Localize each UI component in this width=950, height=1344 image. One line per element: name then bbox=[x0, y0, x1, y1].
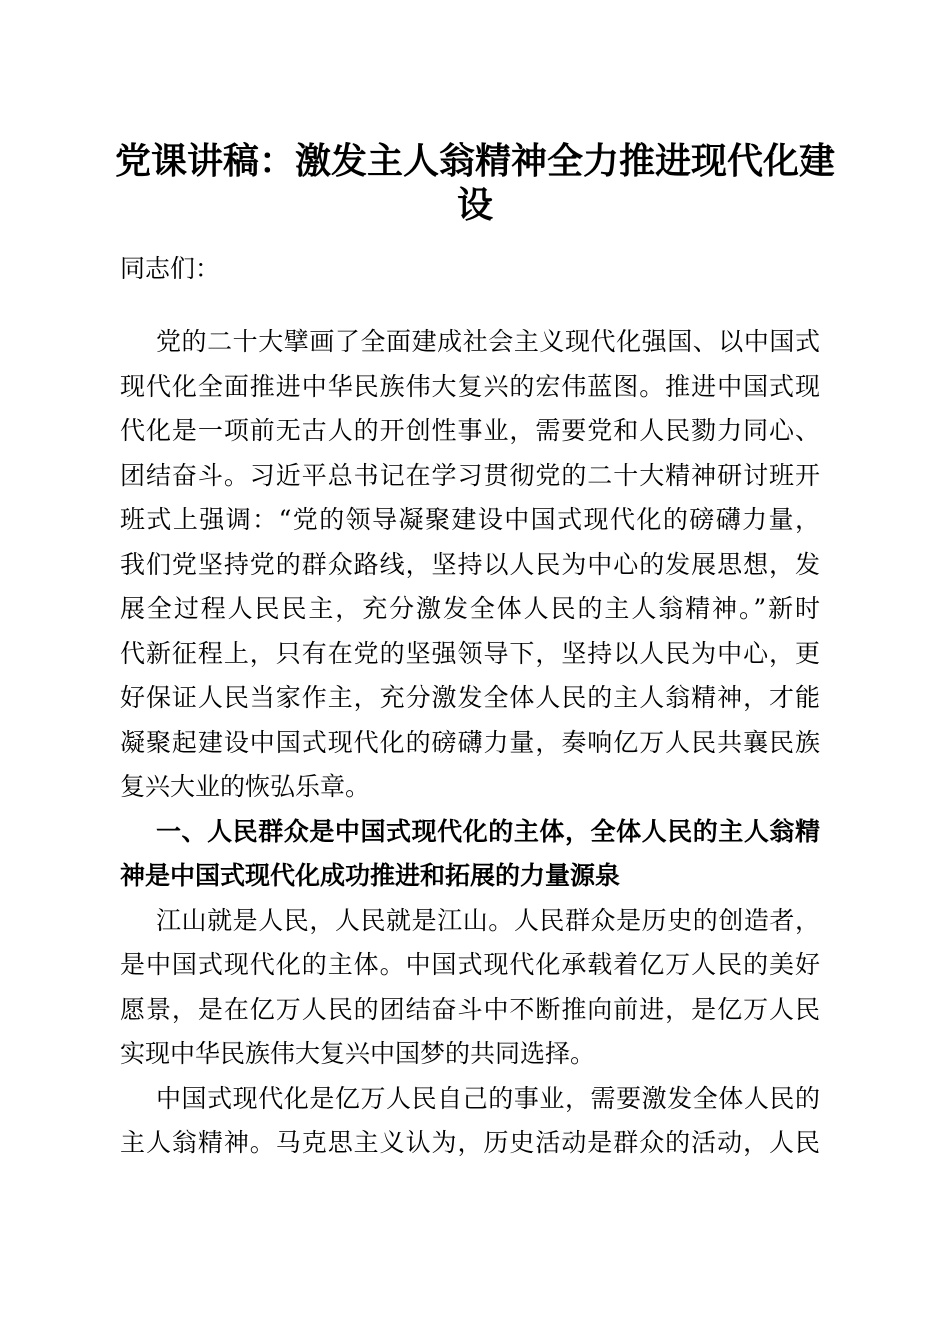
paragraph-line: 实现中华民族伟大复兴中国梦的共同选择。 bbox=[120, 1039, 596, 1068]
salutation: 同志们： bbox=[120, 254, 221, 283]
section-heading-line: 神是中国式现代化成功推进和拓展的力量源泉 bbox=[120, 861, 621, 890]
document-title-line-1: 党课讲稿：激发主人翁精神全力推进现代化建 bbox=[114, 141, 835, 182]
paragraph-line: 凝聚起建设中国式现代化的磅礴力量，奏响亿万人民共襄民族 bbox=[120, 728, 820, 757]
paragraph-line: 复兴大业的恢弘乐章。 bbox=[120, 772, 371, 801]
paragraph-line: 愿景，是在亿万人民的团结奋斗中不断推向前进，是亿万人民 bbox=[120, 995, 820, 1024]
section-heading-line: 一、人民群众是中国式现代化的主体，全体人民的主人翁精 bbox=[156, 817, 820, 846]
paragraph-line: 展全过程人民民主，充分激发全体人民的主人翁精神。”新时 bbox=[120, 594, 820, 623]
paragraph-line: 主人翁精神。马克思主义认为，历史活动是群众的活动，人民 bbox=[120, 1128, 820, 1157]
paragraph-line: 党的二十大擘画了全面建成社会主义现代化强国、以中国式 bbox=[156, 327, 820, 356]
paragraph-line: 代新征程上，只有在党的坚强领导下，坚持以人民为中心，更 bbox=[120, 639, 820, 668]
paragraph-line: 江山就是人民，人民就是江山。人民群众是历史的创造者， bbox=[156, 906, 820, 935]
paragraph-line: 现代化全面推进中华民族伟大复兴的宏伟蓝图。推进中国式现 bbox=[120, 372, 820, 401]
paragraph-line: 好保证人民当家作主，充分激发全体人民的主人翁精神，才能 bbox=[120, 683, 820, 712]
paragraph-line: 我们党坚持党的群众路线，坚持以人民为中心的发展思想，发 bbox=[120, 550, 820, 579]
paragraph-line: 团结奋斗。习近平总书记在学习贯彻党的二十大精神研讨班开 bbox=[120, 461, 820, 490]
document-title-line-2: 设 bbox=[456, 185, 493, 226]
paragraph-line: 代化是一项前无古人的开创性事业，需要党和人民勠力同心、 bbox=[120, 416, 820, 445]
paragraph-line: 班式上强调：“党的领导凝聚建设中国式现代化的磅礴力量， bbox=[120, 505, 820, 534]
paragraph-line: 是中国式现代化的主体。中国式现代化承载着亿万人民的美好 bbox=[120, 950, 820, 979]
paragraph-line: 中国式现代化是亿万人民自己的事业，需要激发全体人民的 bbox=[156, 1084, 820, 1113]
